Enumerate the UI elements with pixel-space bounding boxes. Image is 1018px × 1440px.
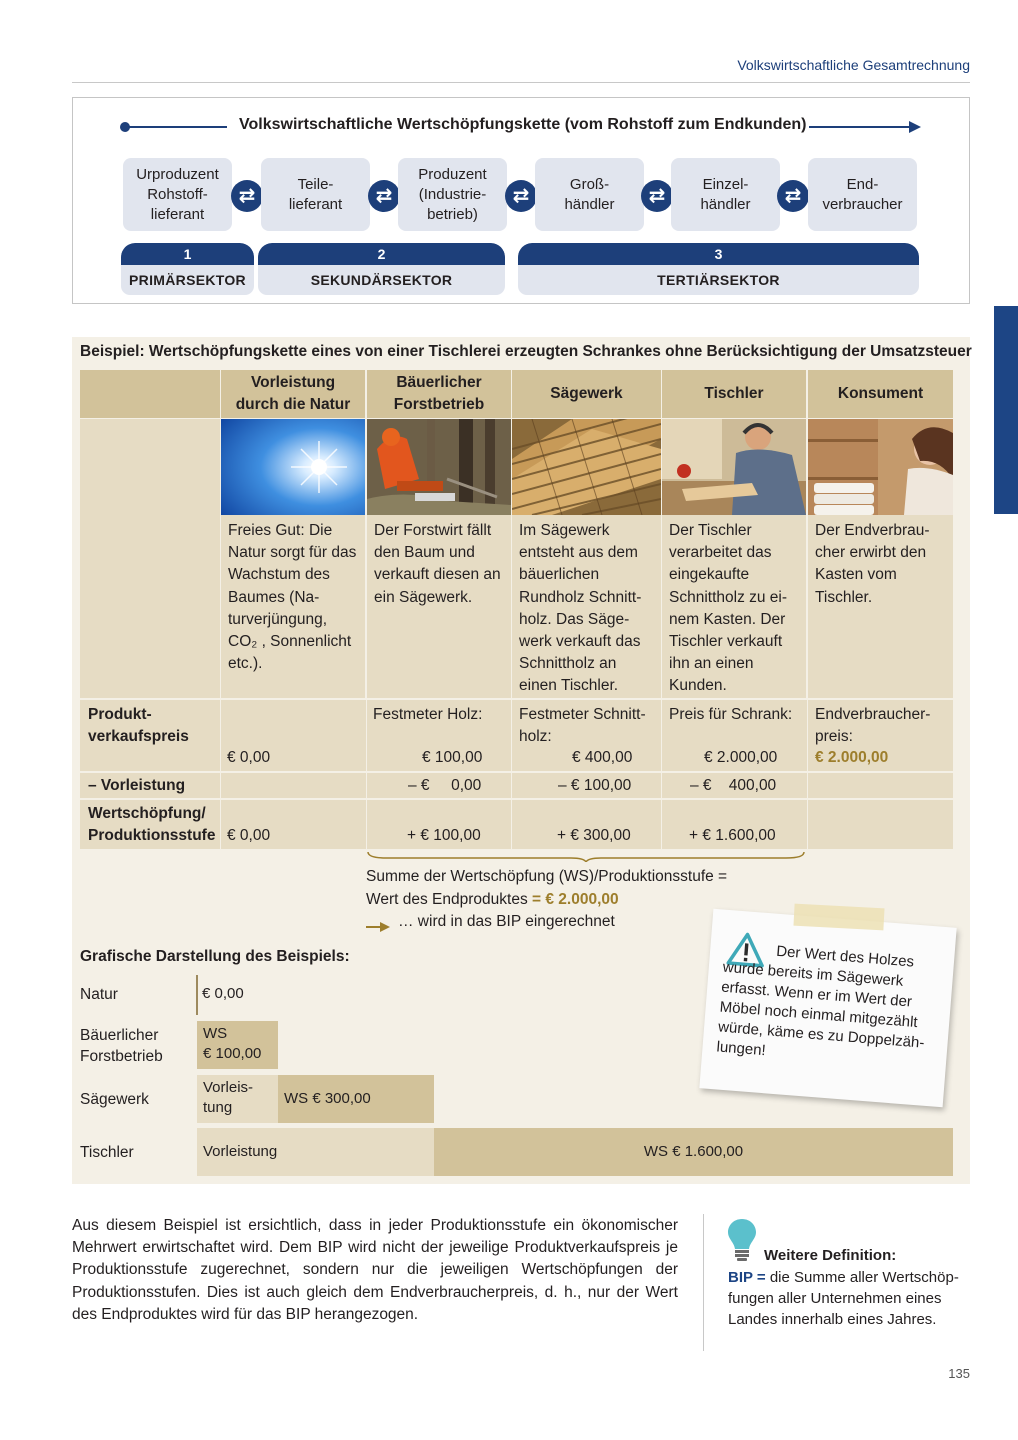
price-konsument: € 2.000,00	[815, 749, 889, 766]
forst-ws-bar: WS € 100,00	[197, 1021, 278, 1069]
page-number: 135	[948, 1366, 970, 1381]
chain-title-row	[123, 114, 921, 138]
sector-primary	[121, 243, 254, 295]
row-divider	[220, 700, 221, 849]
sector-number: 2	[258, 243, 505, 265]
sum-value: = € 2.000,00	[532, 890, 619, 908]
price-natur: € 0,00	[227, 749, 271, 766]
description-forst: Der Forstwirt fällt den Baum und verkauft diesen an ein Sägewerk.	[374, 522, 501, 606]
stage-teilelieferant: Teile- lieferant	[261, 158, 370, 231]
exchange-arrows-icon: ⇄	[231, 180, 263, 212]
stage-grosshaendler: Groß- händler	[535, 158, 644, 231]
row-divider	[366, 700, 367, 849]
row-divider	[511, 700, 512, 849]
forester-photo	[367, 419, 511, 515]
stage-produzent: Produzent (Industrie- betrieb)	[398, 158, 507, 231]
chapter-tab	[994, 306, 1018, 514]
header-natur: Vorleistung durch die Natur	[221, 370, 365, 418]
arrow-right-icon	[366, 917, 390, 927]
input-forst: – € 0,00	[408, 777, 482, 794]
sky-sun-photo	[221, 419, 365, 515]
graph-label-natur: Natur	[80, 986, 118, 1003]
definition-term: BIP =	[728, 1269, 766, 1286]
lumber-stack-photo	[512, 419, 661, 515]
sector-tertiary	[518, 243, 919, 295]
row-label-input: – Vorleistung	[88, 777, 186, 794]
graph-label-tischler: Tischler	[80, 1144, 134, 1161]
input-row	[80, 773, 953, 798]
exchange-arrows-icon: ⇄	[777, 180, 809, 212]
price-tischler: € 2.000,00	[704, 749, 778, 766]
chain-start-dot-icon	[120, 122, 130, 132]
definition-text	[728, 1267, 973, 1330]
sidebar-rule	[703, 1214, 704, 1351]
natur-bar-label: € 0,00	[202, 985, 244, 1002]
body-paragraph: Aus diesem Beispiel ist ersichtlich, dass in jeder Produktionsstufe ein ökonomischer Mehrwert erwirtschaftet wird. Dem BIP wird nicht der jeweilige Produktverkaufspreis je Produktionsstufe zugerechnet, sondern nur die jeweiligen Wertschöpfungen der Produktionsstufen. Dies ist auch gleich dem Endverbraucherpreis, d. h., nur der Wert des Endproduktes wird für das BIP herangezogen.	[72, 1217, 678, 1323]
price-note-konsument: Endverbraucher- preis:	[815, 706, 931, 745]
header-rule	[72, 82, 970, 83]
sum-line-3: … wird in das BIP eingerechnet	[366, 911, 727, 934]
input-tischler: – € 400,00	[690, 777, 777, 794]
carpenter-photo	[662, 419, 806, 515]
sector-name: PRIMÄRSEKTOR	[129, 272, 246, 288]
definition-title: Weitere Definition:	[764, 1247, 897, 1264]
header-corner	[80, 370, 220, 418]
header-saegewerk: Sägewerk	[512, 370, 661, 418]
saege-input-bar: Vorleis- tung	[197, 1075, 278, 1123]
price-note-tischler: Preis für Schrank:	[669, 706, 793, 723]
input-saege: – € 100,00	[558, 777, 632, 794]
value-saege: + € 300,00	[557, 827, 631, 844]
exchange-arrows-icon: ⇄	[505, 180, 537, 212]
chain-title: Volkswirtschaftliche Wertschöpfungskette (vom Rohstoff zum Endkunden)	[239, 116, 807, 133]
row-label-price: Produkt- verkaufspreis	[88, 706, 189, 745]
value-natur: € 0,00	[227, 827, 271, 844]
value-chain-box	[72, 97, 970, 304]
consumer-photo	[808, 419, 953, 515]
running-head: Volkswirtschaftliche Gesamtrechnung	[737, 57, 970, 73]
stage-einzelhaendler: Einzel- händler	[671, 158, 780, 231]
description-saege: Im Sägewerk entsteht aus dem bäuerlichen Rundholz Schnittholz. Das Sägewerk verkauft das Schnittholz an einen Tischler.	[519, 522, 642, 695]
description-tischler: Der Tischler verarbeitet das eingekaufte Schnittholz zu einem Kasten. Der Tischler verkauft ihn an einen Kunden.	[669, 522, 788, 695]
price-note-forst: Festmeter Holz:	[373, 706, 483, 723]
value-tischler: + € 1.600,00	[689, 827, 776, 844]
sector-name: SEKUNDÄRSEKTOR	[310, 272, 453, 288]
row-label-value-added: Wertschöpfung/ Produktionsstufe	[88, 805, 216, 844]
price-forst: € 100,00	[422, 749, 483, 766]
description-konsument: Der Endverbraucher erwirbt den Kasten vom Tischler.	[815, 522, 930, 606]
sum-line-1: Summe der Wertschöpfung (WS)/Produktionsstufe =	[366, 868, 728, 885]
stage-endverbraucher: End- verbraucher	[808, 158, 917, 231]
saege-ws-bar: WS € 300,00	[278, 1075, 434, 1123]
graph-label-saege: Sägewerk	[80, 1091, 149, 1108]
label-column	[80, 419, 220, 698]
header-forstbetrieb: Bäuerlicher Forstbetrieb	[367, 370, 511, 418]
sector-name: TERTIÄRSEKTOR	[657, 272, 780, 288]
exchange-arrows-icon: ⇄	[368, 180, 400, 212]
warning-note	[699, 909, 956, 1108]
exchange-arrows-icon: ⇄	[641, 180, 673, 212]
sum-line-2: Wert des Endproduktes = € 2.000,00	[366, 890, 619, 908]
example-title: Beispiel: Wertschöpfungskette eines von einer Tischlerei erzeugten Schrankes ohne Berücksichtigung der Umsatzsteuer	[80, 343, 972, 360]
chain-line-left	[123, 126, 227, 128]
note-text: Der Wert des Holzes wurde bereits im Sägewerk erfasst. Wenn er im Wert der Möbel noch einmal mitgezählt würde, käme es zu Doppelzäh- lungen!	[715, 942, 925, 1060]
sector-secondary	[258, 243, 505, 295]
price-saege: € 400,00	[572, 749, 633, 766]
definition-body: die Summe aller Wertschöpfungen aller Unternehmen eines Landes innerhalb eines Jahres.	[728, 1269, 959, 1328]
graph-label-forst: Bäuerlicher Forstbetrieb	[80, 1027, 163, 1065]
stage-urproduzent: Urproduzent Rohstoff- lieferant	[123, 158, 232, 231]
header-konsument: Konsument	[808, 370, 953, 418]
tischler-input-bar: Vorleistung	[197, 1128, 434, 1176]
sector-number: 1	[121, 243, 254, 265]
value-forst: + € 100,00	[407, 827, 481, 844]
sum-text	[366, 866, 727, 934]
sector-number: 3	[518, 243, 919, 265]
row-divider	[807, 700, 808, 849]
description-natur: Freies Gut: Die Natur sorgt für das Wachstum des Baumes (Naturverjüngung, CO₂ , Sonnenlicht etc.).	[228, 522, 357, 673]
chain-line-right	[809, 126, 913, 128]
arrow-right-icon	[909, 121, 921, 133]
price-note-saege: Festmeter Schnitt- holz:	[519, 706, 646, 745]
lightbulb-icon	[726, 1217, 758, 1263]
header-tischler: Tischler	[662, 370, 806, 418]
graph-title: Grafische Darstellung des Beispiels:	[80, 948, 350, 965]
row-divider	[661, 700, 662, 849]
tape-strip	[793, 904, 884, 931]
curly-brace-icon	[366, 850, 806, 862]
tischler-ws-bar: WS € 1.600,00	[434, 1128, 953, 1176]
